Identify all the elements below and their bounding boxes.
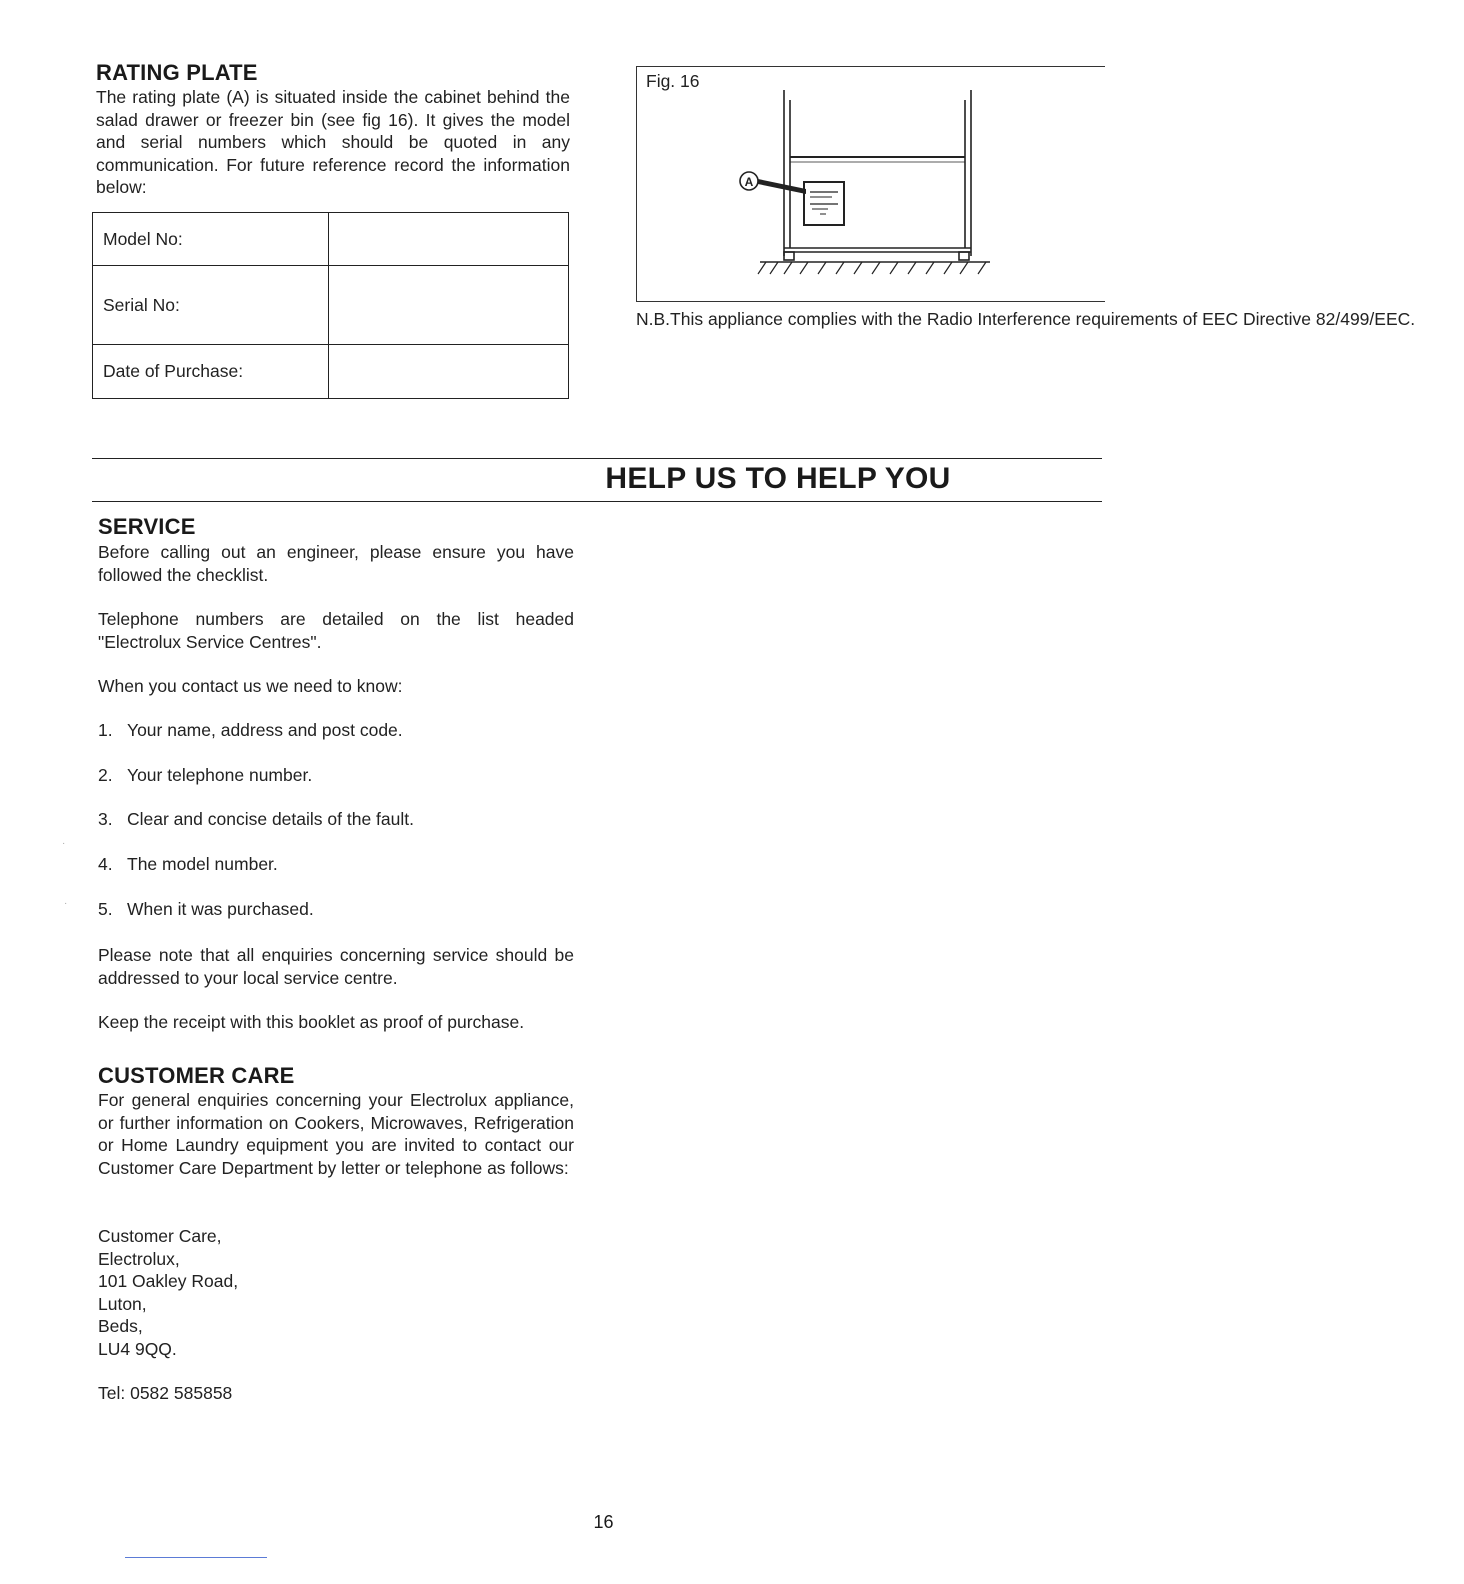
service-local-centre-paragraph: Please note that all enquiries concerning service should be addressed to your local service centre. bbox=[98, 945, 574, 988]
service-heading: SERVICE bbox=[98, 514, 196, 539]
date-of-purchase-value bbox=[329, 345, 569, 399]
customer-care-heading: CUSTOMER CARE bbox=[98, 1063, 295, 1088]
telephone-number: Tel: 0582 585858 bbox=[98, 1383, 233, 1403]
address-line: Electrolux, bbox=[98, 1248, 180, 1269]
help-section-heading: HELP US TO HELP YOU bbox=[605, 462, 951, 495]
table-row bbox=[93, 266, 569, 345]
rating-plate-paragraph: The rating plate (A) is situated inside the cabinet behind the salad drawer or freezer bin (see fig 16). It gives the model and serial numbers which should be quoted in any communication. For future reference record the information below: bbox=[96, 87, 570, 197]
figure-label: Fig. 16 bbox=[646, 71, 700, 91]
callout-arrow bbox=[758, 179, 806, 194]
table-row bbox=[93, 345, 569, 399]
serial-no-value bbox=[329, 266, 569, 345]
cabinet-foot-right bbox=[959, 252, 969, 260]
table-row bbox=[93, 213, 569, 266]
address-block bbox=[98, 1225, 574, 1360]
date-of-purchase-label: Date of Purchase: bbox=[93, 345, 329, 399]
address-line: LU4 9QQ. bbox=[98, 1338, 177, 1359]
scan-speck: · bbox=[62, 838, 66, 849]
page-number: 16 bbox=[593, 1512, 614, 1532]
customer-care-paragraph: For general enquiries concerning your Electrolux appliance, or further information on Cookers, Microwaves, Refrigeration or Home Laundry equipment you are invited to contact our Customer Care Department by letter or telephone as follows: bbox=[98, 1090, 574, 1178]
list-item-number: 3. bbox=[98, 809, 113, 829]
rating-plate-icon bbox=[804, 182, 844, 225]
scan-speck: · bbox=[64, 898, 68, 909]
serial-no-label: Serial No: bbox=[93, 266, 329, 345]
address-line: Beds, bbox=[98, 1316, 143, 1336]
record-table bbox=[92, 212, 569, 399]
footer-rule bbox=[125, 1557, 267, 1558]
list-item: Your name, address and post code. bbox=[127, 720, 403, 740]
header-rule-bottom bbox=[92, 501, 1102, 502]
cabinet-foot-left bbox=[784, 252, 794, 260]
header-rule-top bbox=[92, 458, 1102, 459]
list-item-number: 1. bbox=[98, 720, 113, 740]
interference-note: N.B.This appliance complies with the Radio Interference requirements of EEC Directive 82/499/EEC. bbox=[636, 309, 1416, 329]
list-item: Clear and concise details of the fault. bbox=[127, 809, 414, 829]
list-item: The model number. bbox=[127, 854, 278, 874]
address-line: Customer Care, bbox=[98, 1226, 222, 1246]
service-telephone-paragraph: Telephone numbers are detailed on the list headed "Electrolux Service Centres". bbox=[98, 609, 574, 652]
service-checklist-paragraph: Before calling out an engineer, please ensure you have followed the checklist. bbox=[98, 542, 574, 585]
list-item-number: 5. bbox=[98, 899, 113, 919]
list-item-number: 4. bbox=[98, 854, 113, 874]
model-no-label: Model No: bbox=[93, 213, 329, 266]
address-line: Luton, bbox=[98, 1293, 147, 1314]
list-item: Your telephone number. bbox=[127, 765, 313, 785]
list-item: When it was purchased. bbox=[127, 899, 314, 919]
rating-plate-illustration bbox=[740, 86, 1000, 286]
service-receipt-paragraph: Keep the receipt with this booklet as proof of purchase. bbox=[98, 1012, 525, 1032]
model-no-value bbox=[329, 213, 569, 266]
rating-plate-heading: RATING PLATE bbox=[96, 60, 258, 85]
callout-letter: A bbox=[744, 175, 754, 189]
list-item-number: 2. bbox=[98, 765, 113, 785]
service-contact-intro: When you contact us we need to know: bbox=[98, 676, 403, 696]
address-line: 101 Oakley Road, bbox=[98, 1271, 239, 1291]
floor-hatching bbox=[758, 262, 986, 274]
